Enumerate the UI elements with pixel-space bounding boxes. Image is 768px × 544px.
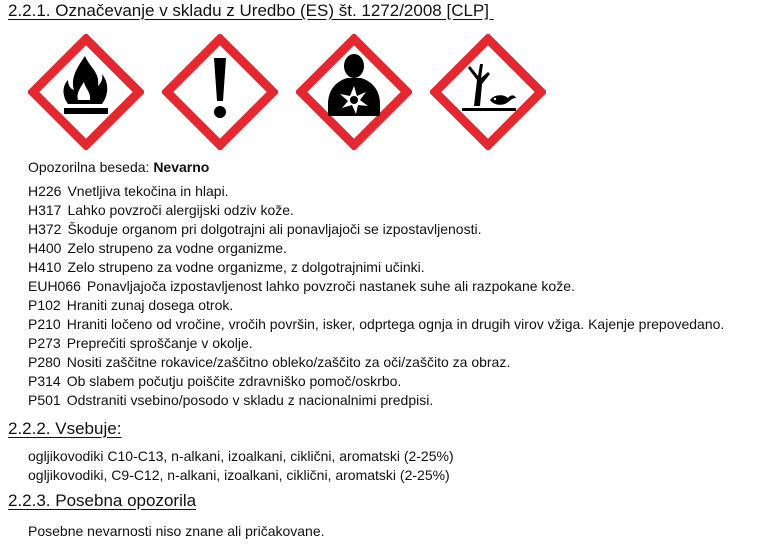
statement-text: Odstraniti vsebino/posodo v skladu z nacionalnimi predpisi. [66, 392, 434, 408]
statement-code: P273 [28, 335, 61, 351]
statement-text: Hraniti ločeno od vročine, vročih površin, isker, odprtega ognja in drugih virov vžiga. Kajenje prepovedano. [66, 316, 725, 332]
statement-text: Nositi zaščitne rokavice/zaščitno obleko/zaščito za oči/zaščito za obraz. [66, 354, 511, 370]
statement-code: EUH066 [28, 278, 81, 294]
contains-item: ogljikovodiki, C9-C12, n-alkani, izoalkani, ciklični, aromatski (2-25%) [28, 467, 450, 483]
statement-text: Lahko povzroči alergijski odziv kože. [67, 202, 294, 218]
statement-item [28, 315, 724, 334]
signal-word-label: Opozorilna beseda: [28, 159, 150, 175]
statement-code: H400 [28, 240, 62, 256]
statement-text: Ponavljajoča izpostavljenost lahko povzroči nastanek suhe ali razpokane kože. [86, 278, 575, 294]
statement-code: P501 [28, 392, 61, 408]
statement-text: Vnetljiva tekočina in hlapi. [67, 183, 229, 199]
health-hazard-pictogram [296, 34, 412, 150]
exclamation-mark-icon [162, 34, 278, 150]
statement-item [28, 201, 724, 220]
statement-text: Ob slabem počutju poiščite zdravniško pomoč/oskrbo. [66, 373, 402, 389]
section-heading-labelling: 2.2.1. Označevanje v skladu z Uredbo (ES) št. 1272/2008 [CLP] [8, 1, 494, 20]
flame-icon [28, 34, 144, 150]
flame-pictogram [28, 34, 144, 150]
statement-text: Preprečiti sproščanje v okolje. [66, 335, 253, 351]
section-heading-special: 2.2.3. Posebna opozorila [8, 491, 197, 510]
statement-item [28, 296, 724, 315]
statement-text: Zelo strupeno za vodne organizme, z dolgotrajnimi učinki. [67, 259, 425, 275]
statement-code: P102 [28, 297, 61, 313]
signal-word-value: Nevarno [153, 159, 210, 175]
statement-text: Zelo strupeno za vodne organizme. [67, 240, 287, 256]
statement-text: Škoduje organom pri dolgotrajni ali ponavljajoči se izpostavljenosti. [67, 221, 482, 237]
statement-code: H317 [28, 202, 62, 218]
signal-word [28, 159, 209, 175]
exclamation-pictogram [162, 34, 278, 150]
special-warnings-text: Posebne nevarnosti niso znane ali pričakovane. [28, 523, 325, 539]
environment-pictogram [430, 34, 546, 150]
hazard-statements-list [28, 182, 724, 410]
environment-icon [430, 34, 546, 150]
statement-item [28, 182, 724, 201]
statement-item [28, 277, 724, 296]
statement-item [28, 220, 724, 239]
statement-item [28, 372, 724, 391]
contains-list [28, 447, 454, 485]
statement-text: Hraniti zunaj dosega otrok. [66, 297, 234, 313]
statement-code: P210 [28, 316, 61, 332]
statement-code: P280 [28, 354, 61, 370]
statement-item [28, 258, 724, 277]
statement-code: P314 [28, 373, 61, 389]
statement-item [28, 239, 724, 258]
statement-code: H372 [28, 221, 62, 237]
statement-code: H410 [28, 259, 62, 275]
health-hazard-icon [296, 34, 412, 150]
statement-item [28, 353, 724, 372]
statement-item [28, 334, 724, 353]
section-heading-contains: 2.2.2. Vsebuje: [8, 419, 122, 438]
statement-code: H226 [28, 183, 62, 199]
statement-item [28, 391, 724, 410]
contains-item: ogljikovodiki C10-C13, n-alkani, izoalkani, ciklični, aromatski (2-25%) [28, 448, 454, 464]
